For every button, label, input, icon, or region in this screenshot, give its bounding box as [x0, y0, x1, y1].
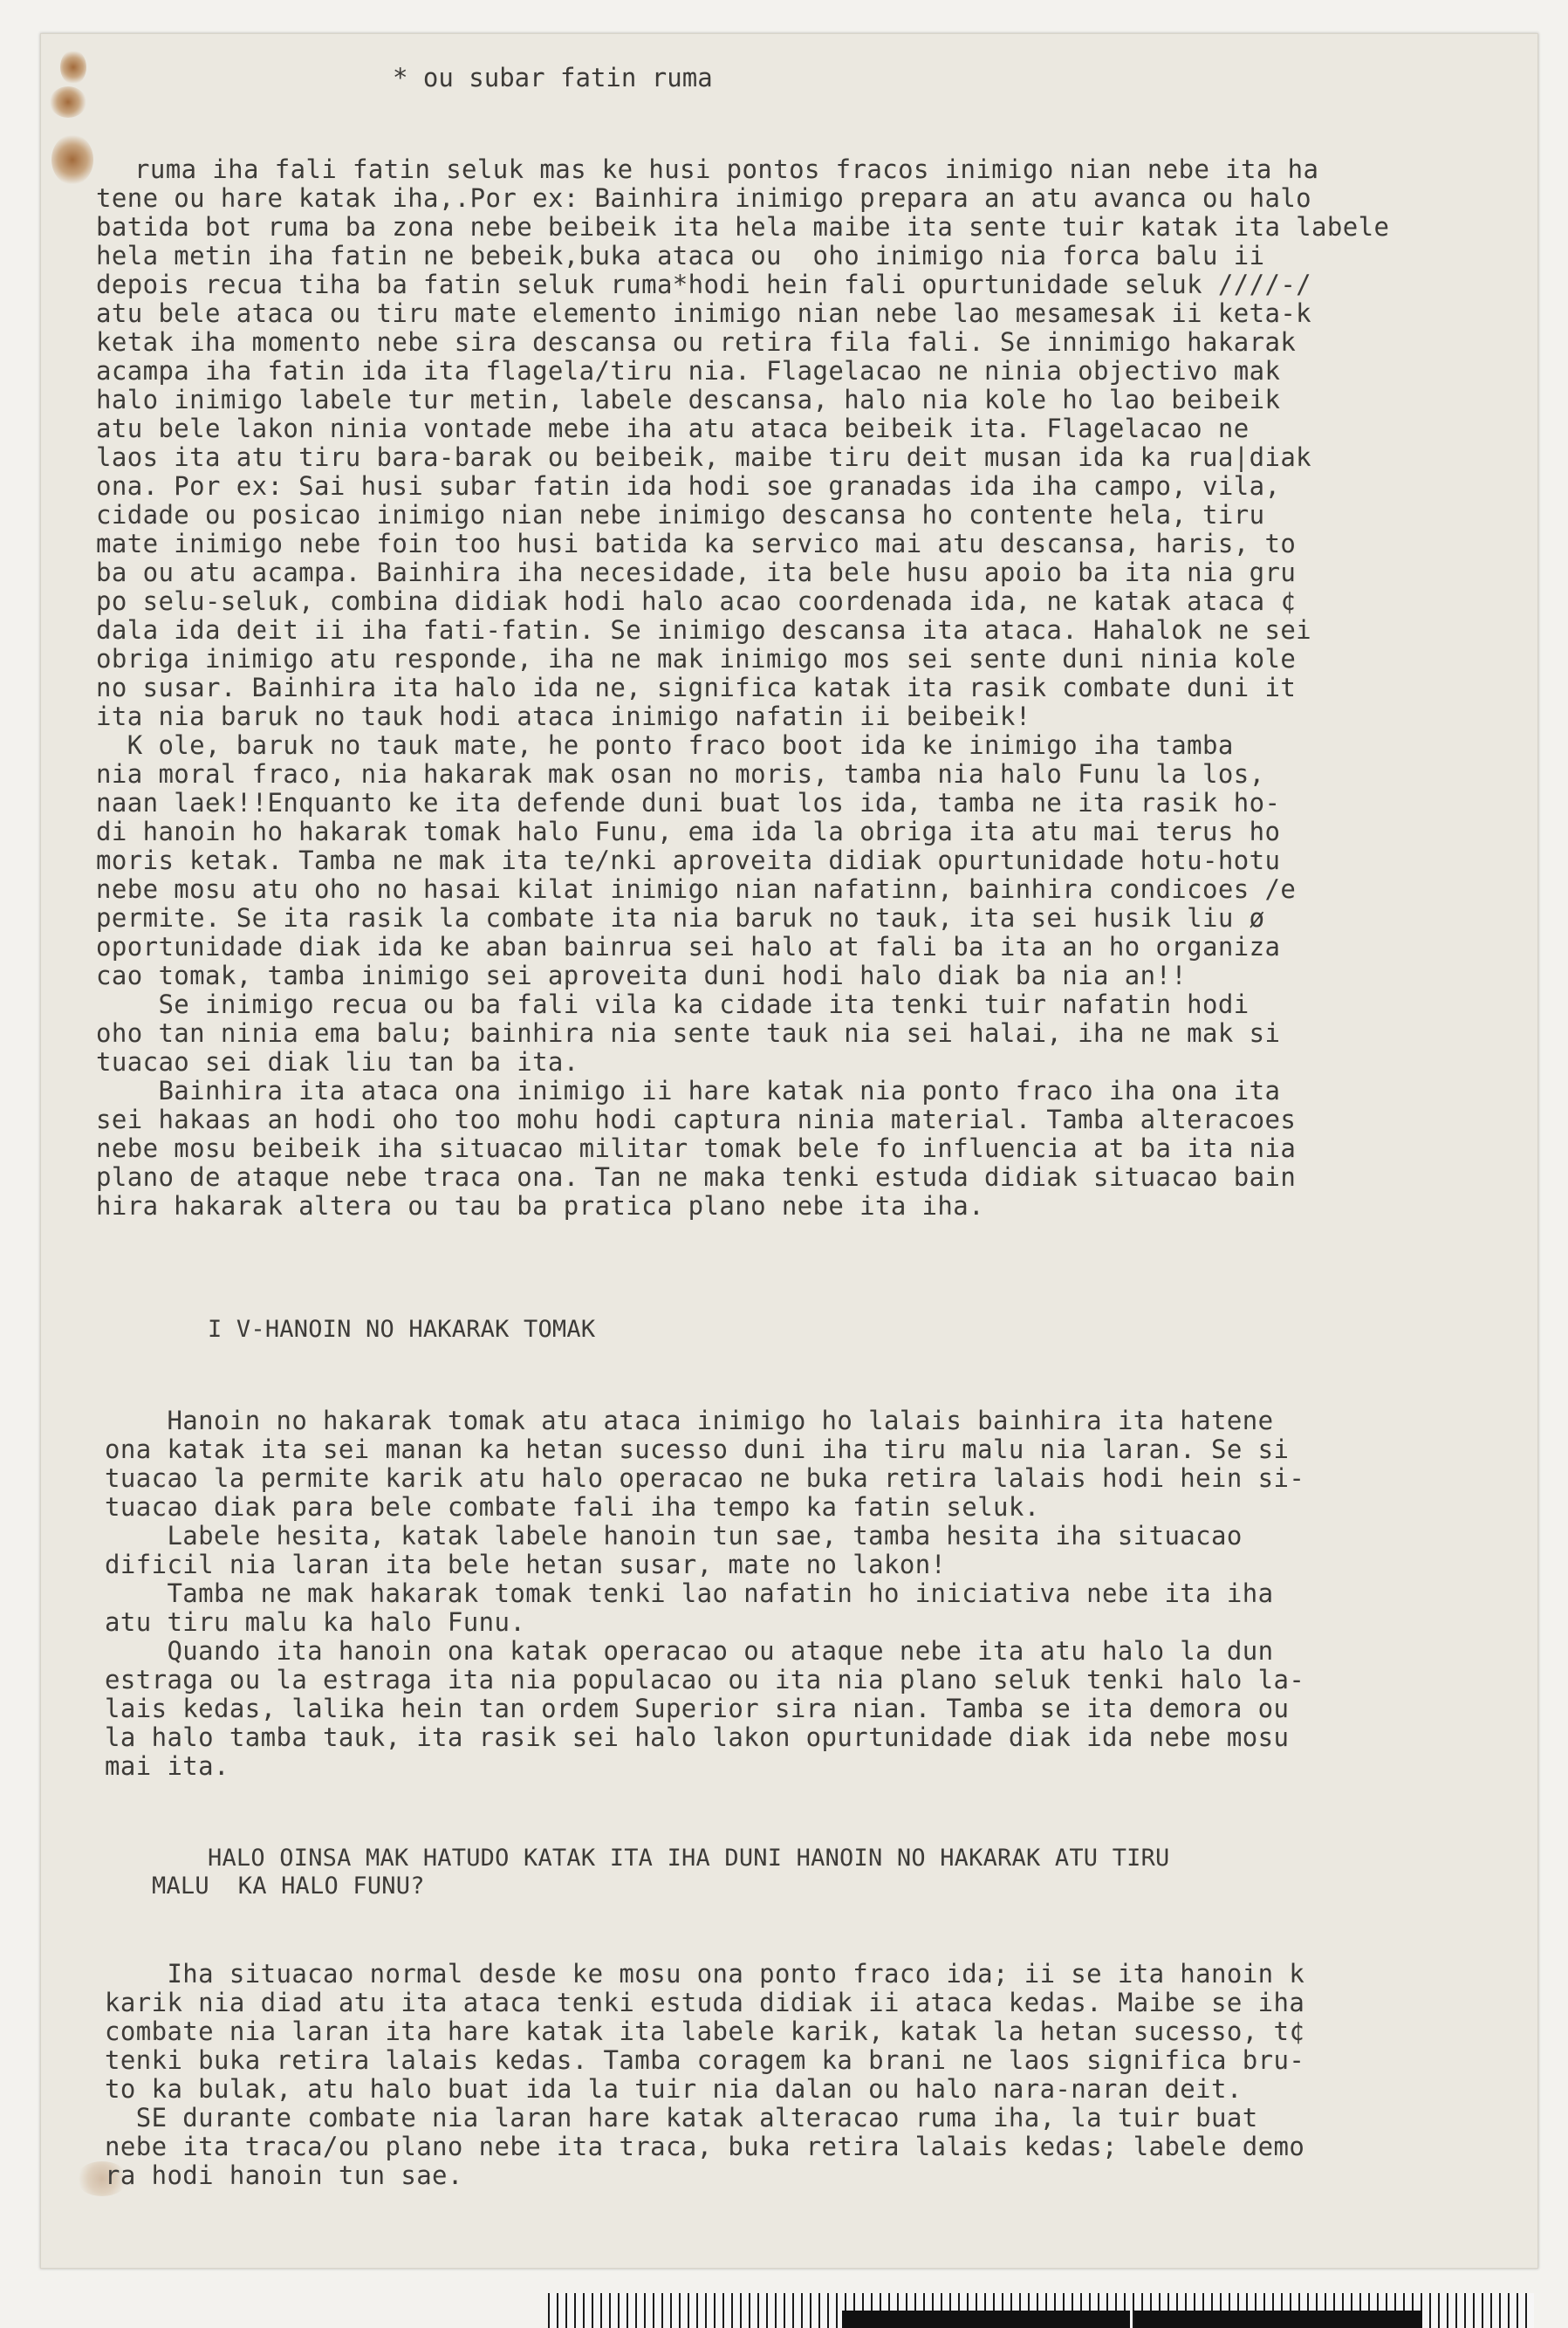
- text-line: di hanoin ho hakarak tomak halo Funu, ema ida la obriga ita atu mai terus ho: [96, 817, 1281, 846]
- text-line: nia moral fraco, nia hakarak mak osan no moris, tamba nia halo Funu la los,: [96, 759, 1265, 789]
- text-line: tenki buka retira lalais kedas. Tamba coragem ka brani ne laos significa bru-: [105, 2045, 1305, 2075]
- text-line: nebe mosu atu oho no hasai kilat inimigo nian nafatinn, bainhira condicoes /e: [96, 874, 1297, 904]
- text-line: mai ita.: [105, 1751, 229, 1781]
- text-line: laos ita atu tiru bara-barak ou beibeik, maibe tiru deit musan ida ka rua|diak: [96, 442, 1312, 472]
- page-header: * ou subar fatin ruma: [393, 63, 713, 92]
- text-line: batida bot ruma ba zona nebe beibeik ita hela maibe ita sente tuir katak ita labele: [96, 212, 1390, 242]
- text-line: po selu-seluk, combina didiak hodi halo acao coordenada ida, ne katak ataca ¢: [96, 586, 1297, 616]
- text-line: cao tomak, tamba inimigo sei aproveita duni hodi halo diak ba nia an!!: [96, 961, 1188, 990]
- text-line: Se inimigo recua ou ba fali vila ka cidade ita tenki tuir nafatin hodi: [96, 989, 1250, 1019]
- text-line: mate inimigo nebe foin too husi batida ka servico mai atu descansa, haris, to: [96, 529, 1297, 558]
- text-line: oho tan ninia ema balu; bainhira nia sente tauk nia sei halai, iha ne mak si: [96, 1018, 1281, 1048]
- text-line: atu tiru malu ka halo Funu.: [105, 1607, 526, 1637]
- text-line: Bainhira ita ataca ona inimigo ii hare katak nia ponto fraco iha ona ita: [96, 1076, 1281, 1106]
- text-line: ita nia baruk no tauk hodi ataca inimigo nafatin ii beibeik!: [96, 702, 1031, 731]
- text-line: ba ou atu acampa. Bainhira iha necesidade, ita bele husu apoio ba ita nia gru: [96, 558, 1297, 587]
- text-line: tuacao la permite karik atu halo operacao ne buka retira lalais hodi hein si-: [105, 1463, 1305, 1493]
- text-line: lais kedas, lalika hein tan ordem Superior sira nian. Tamba se ita demora ou: [105, 1694, 1290, 1723]
- text-line: hela metin iha fatin ne bebeik,buka ataca ou oho inimigo nia forca balu ii: [96, 241, 1265, 270]
- text-line: tene ou hare katak iha,.Por ex: Bainhira inimigo prepara an atu avanca ou halo: [96, 183, 1312, 213]
- text-line: combate nia laran ita hare katak ita labele karik, katak la hetan sucesso, t¢: [105, 2016, 1305, 2046]
- text-line: hira hakarak altera ou tau ba pratica plano nebe ita iha.: [96, 1191, 984, 1221]
- text-line: no susar. Bainhira ita halo ida ne, significa katak ita rasik combate duni it: [96, 673, 1297, 702]
- rust-stain: [51, 134, 93, 185]
- rust-stain: [60, 50, 86, 85]
- rust-stain: [50, 86, 86, 118]
- section-2-body: [105, 1960, 1501, 2190]
- text-line: nebe mosu beibeik iha situacao militar tomak bele fo influencia at ba ita nia: [96, 1133, 1297, 1163]
- text-line: karik nia diad atu ita ataca tenki estuda didiak ii ataca kedas. Maibe se iha: [105, 1988, 1305, 2017]
- text-line: ona katak ita sei manan ka hetan sucesso duni iha tiru malu nia laran. Se si: [105, 1434, 1290, 1464]
- text-line: atu bele ataca ou tiru mate elemento inimigo nian nebe lao mesamesak ii keta-k: [96, 298, 1312, 328]
- text-line: dala ida deit ii iha fati-fatin. Se inimigo descansa ita ataca. Hahalok ne sei: [96, 615, 1312, 645]
- text-line: plano de ataque nebe traca ona. Tan ne maka tenki estuda didiak situacao bain: [96, 1162, 1297, 1192]
- text-line: ruma iha fali fatin seluk mas ke husi pontos fracos inimigo nian nebe ita ha: [134, 154, 1319, 184]
- text-line: naan laek!!Enquanto ke ita defende duni buat los ida, tamba ne ita rasik ho-: [96, 788, 1281, 818]
- text-line: oportunidade diak ida ke aban bainrua sei halo at fali ba ita an ho organiza: [96, 932, 1281, 962]
- text-line: Quando ita hanoin ona katak operacao ou ataque nebe ita atu halo la dun: [105, 1636, 1274, 1666]
- section-heading: HALO OINSA MAK HATUDO KATAK ITA IHA DUNI HANOIN NO HAKARAK ATU TIRU: [208, 1845, 1170, 1872]
- text-line: to ka bulak, atu halo buat ida la tuir nia dalan ou halo nara-naran deit.: [105, 2074, 1243, 2104]
- text-line: ra hodi hanoin tun sae.: [105, 2160, 463, 2190]
- text-line: moris ketak. Tamba ne mak ita te/nki aproveita didiak opurtunidade hotu-hotu: [96, 846, 1281, 875]
- text-line: ona. Por ex: Sai husi subar fatin ida hodi soe granadas ida iha campo, vila,: [96, 471, 1281, 501]
- text-line: Tamba ne mak hakarak tomak tenki lao nafatin ho iniciativa nebe ita iha: [105, 1578, 1274, 1608]
- text-line: halo inimigo labele tur metin, labele descansa, halo nia kole ho lao beibeik: [96, 385, 1281, 414]
- section-1-body: [105, 1407, 1501, 1781]
- text-line: acampa iha fatin ida ita flagela/tiru nia. Flagelacao ne ninia objectivo mak: [96, 356, 1281, 386]
- text-line: K ole, baruk no tauk mate, he ponto fraco boot ida ke inimigo iha tamba: [96, 730, 1234, 760]
- text-line: tuacao sei diak liu tan ba ita.: [96, 1047, 579, 1077]
- section-heading: I V-HANOIN NO HAKARAK TOMAK: [208, 1316, 596, 1343]
- text-line: la halo tamba tauk, ita rasik sei halo lakon opurtunidade diak ida nebe mosu: [105, 1722, 1290, 1752]
- scale-ruler-segment: [1134, 2311, 1422, 2328]
- section-heading: MALU KA HALO FUNU?: [152, 1873, 425, 1900]
- text-line: depois recua tiha ba fatin seluk ruma*hodi hein fali opurtunidade seluk ////-/: [96, 270, 1312, 299]
- text-line: obriga inimigo atu responde, iha ne mak inimigo mos sei sente duni ninia kole: [96, 644, 1297, 674]
- text-line: dificil nia laran ita bele hetan susar, mate no lakon!: [105, 1550, 947, 1579]
- text-line: Hanoin no hakarak tomak atu ataca inimigo ho lalais bainhira ita hatene: [105, 1406, 1274, 1435]
- text-line: cidade ou posicao inimigo nian nebe inimigo descansa ho contente hela, tiru: [96, 500, 1265, 530]
- text-line: estraga ou la estraga ita nia populacao ou ita nia plano seluk tenki halo la-: [105, 1665, 1305, 1695]
- text-line: Labele hesita, katak labele hanoin tun sae, tamba hesita iha situacao: [105, 1521, 1243, 1551]
- text-line: permite. Se ita rasik la combate ita nia baruk no tauk, ita sei husik liu ø: [96, 903, 1265, 933]
- text-line: ketak iha momento nebe sira descansa ou retira fila fali. Se innimigo hakarak: [96, 327, 1297, 357]
- text-line: SE durante combate nia laran hare katak alteracao ruma iha, la tuir buat: [105, 2103, 1258, 2133]
- text-line: sei hakaas an hodi oho too mohu hodi captura ninia material. Tamba alteracoes: [96, 1105, 1297, 1134]
- text-line: atu bele lakon ninia vontade mebe iha atu ataca beibeik ita. Flagelacao ne: [96, 414, 1250, 443]
- text-line: Iha situacao normal desde ke mosu ona ponto fraco ida; ii se ita hanoin k: [105, 1959, 1305, 1989]
- text-line: nebe ita traca/ou plano nebe ita traca, buka retira lalais kedas; labele demo: [105, 2132, 1305, 2161]
- text-line: tuacao diak para bele combate fali iha tempo ka fatin seluk.: [105, 1492, 1040, 1522]
- scale-ruler-segment: [842, 2311, 1130, 2328]
- paragraph-1: [96, 155, 1492, 1221]
